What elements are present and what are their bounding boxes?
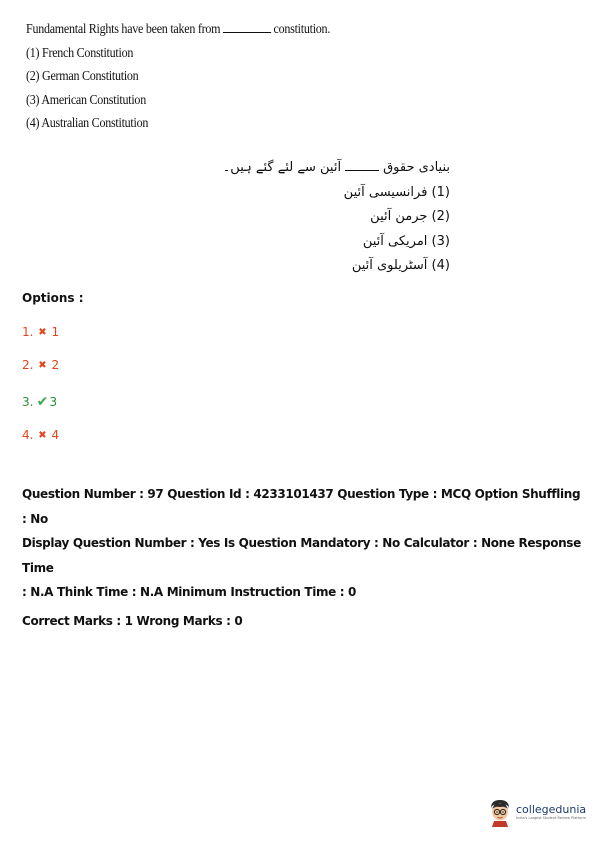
option-number: 1. bbox=[22, 325, 34, 339]
stem-after: constitution. bbox=[273, 22, 331, 37]
option-number: 3. bbox=[22, 395, 34, 409]
answer-option-2 bbox=[22, 358, 59, 372]
question-option-urdu: (2) جرمن آئین bbox=[370, 209, 450, 224]
question-option-english: (2) German Constitution bbox=[26, 69, 139, 84]
question-option-urdu: (4) آسٹریلوی آئین bbox=[351, 258, 450, 273]
question-option-english: (1) French Constitution bbox=[26, 45, 134, 61]
question-option-urdu: (1) فرانسیسی آئین bbox=[343, 184, 450, 200]
answer-option-1 bbox=[22, 325, 59, 339]
options-heading: Options : bbox=[22, 291, 84, 305]
question-option-english: (4) Australian Constitution bbox=[26, 116, 149, 131]
option-value: 4 bbox=[51, 428, 60, 442]
option-number: 2. bbox=[22, 358, 34, 372]
check-icon: ✔ bbox=[36, 394, 49, 410]
stem-before: Fundamental Rights have been taken from bbox=[26, 22, 221, 37]
cross-icon: ✖ bbox=[38, 359, 47, 371]
answer-blank bbox=[223, 20, 271, 33]
option-value: 3 bbox=[49, 395, 58, 409]
metadata-line: Display Question Number : Yes Is Question Mandatory : No Calculator : None Response Time bbox=[22, 536, 581, 575]
question-urdu bbox=[223, 156, 450, 279]
question-option-urdu: (3) امریکی آئین bbox=[362, 233, 450, 249]
answer-blank-urdu bbox=[345, 160, 379, 171]
question-stem-urdu bbox=[223, 156, 450, 181]
question-metadata bbox=[22, 482, 582, 633]
option-number: 4. bbox=[22, 428, 34, 442]
metadata-line: Question Number : 97 Question Id : 4233101437 Question Type : MCQ Option Shuffling : No bbox=[22, 487, 581, 526]
option-value: 2 bbox=[51, 358, 60, 372]
logo-name: collegedunia bbox=[516, 803, 587, 816]
option-value: 1 bbox=[51, 325, 60, 339]
stem-before-urdu: بنیادی حقوق bbox=[383, 160, 450, 175]
cross-icon: ✖ bbox=[38, 429, 47, 441]
stem-after-urdu: آئین سے لئے گئے ہیں۔ bbox=[222, 160, 342, 175]
answer-option-3 bbox=[22, 394, 57, 410]
question-english bbox=[26, 18, 330, 136]
marks-line: Correct Marks : 1 Wrong Marks : 0 bbox=[22, 613, 243, 628]
collegedunia-logo bbox=[487, 797, 586, 827]
logo-tagline: India's Largest Student Review Platform bbox=[516, 816, 586, 820]
mascot-icon bbox=[487, 797, 513, 827]
question-stem-english bbox=[26, 18, 330, 42]
metadata-line: : N.A Think Time : N.A Minimum Instruction Time : 0 bbox=[22, 585, 357, 599]
cross-icon: ✖ bbox=[38, 326, 47, 338]
question-option-english: (3) American Constitution bbox=[26, 92, 146, 108]
answer-option-4 bbox=[22, 428, 59, 442]
